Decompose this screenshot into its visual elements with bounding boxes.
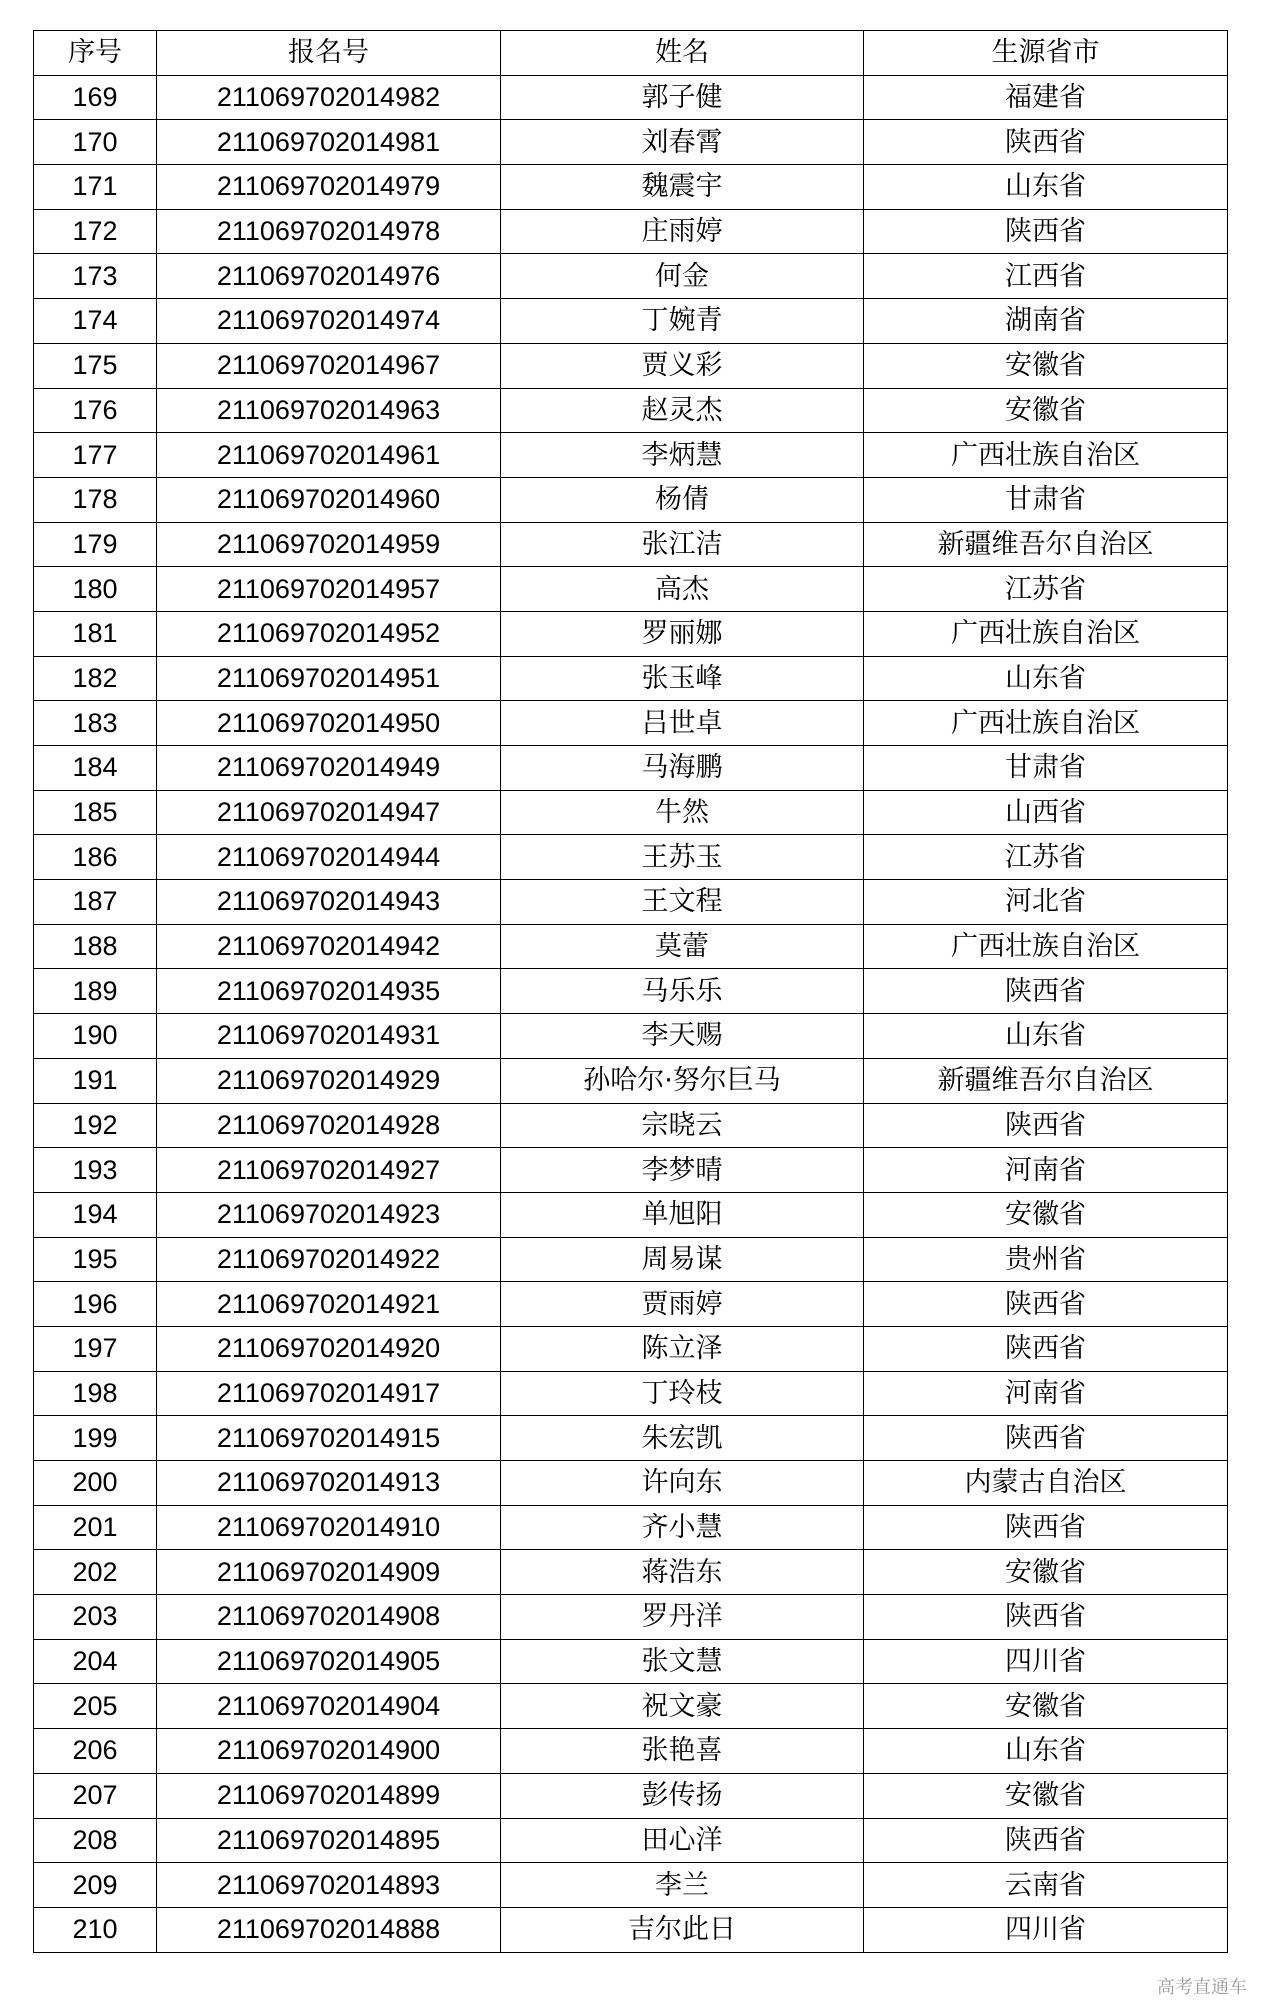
table-row xyxy=(34,835,1228,880)
student-name: 祝文豪 xyxy=(501,1684,864,1729)
student-name: 陈立泽 xyxy=(501,1326,864,1371)
header-name: 姓名 xyxy=(501,31,864,76)
registration-number: 211069702014963 xyxy=(157,388,501,433)
table-row xyxy=(34,656,1228,701)
table-row xyxy=(34,1326,1228,1371)
registration-number: 211069702014978 xyxy=(157,209,501,254)
student-name: 罗丽娜 xyxy=(501,611,864,656)
student-name: 李兰 xyxy=(501,1863,864,1908)
student-name: 吉尔此日 xyxy=(501,1907,864,1952)
origin-province: 河南省 xyxy=(864,1148,1228,1193)
origin-province: 河南省 xyxy=(864,1371,1228,1416)
table-row xyxy=(34,1192,1228,1237)
table-row xyxy=(34,1863,1228,1908)
row-index: 178 xyxy=(34,477,157,522)
registration-number: 211069702014952 xyxy=(157,611,501,656)
row-index: 181 xyxy=(34,611,157,656)
origin-province: 甘肃省 xyxy=(864,477,1228,522)
row-index: 192 xyxy=(34,1103,157,1148)
table-row xyxy=(34,701,1228,746)
origin-province: 河北省 xyxy=(864,880,1228,925)
student-name: 罗丹洋 xyxy=(501,1595,864,1640)
student-name: 齐小慧 xyxy=(501,1505,864,1550)
row-index: 195 xyxy=(34,1237,157,1282)
registration-number: 211069702014893 xyxy=(157,1863,501,1908)
row-index: 202 xyxy=(34,1550,157,1595)
registration-number: 211069702014905 xyxy=(157,1639,501,1684)
student-name: 莫蕾 xyxy=(501,924,864,969)
origin-province: 广西壮族自治区 xyxy=(864,611,1228,656)
student-name: 蒋浩东 xyxy=(501,1550,864,1595)
origin-province: 山东省 xyxy=(864,656,1228,701)
student-name: 吕世卓 xyxy=(501,701,864,746)
origin-province: 陕西省 xyxy=(864,120,1228,165)
row-index: 201 xyxy=(34,1505,157,1550)
registration-number: 211069702014921 xyxy=(157,1282,501,1327)
table-row xyxy=(34,1505,1228,1550)
row-index: 194 xyxy=(34,1192,157,1237)
table-row xyxy=(34,611,1228,656)
origin-province: 陕西省 xyxy=(864,209,1228,254)
row-index: 210 xyxy=(34,1907,157,1952)
registration-number: 211069702014960 xyxy=(157,477,501,522)
registration-number: 211069702014917 xyxy=(157,1371,501,1416)
student-name: 何金 xyxy=(501,254,864,299)
table-header xyxy=(34,31,1228,76)
table-row xyxy=(34,746,1228,791)
student-name: 郭子健 xyxy=(501,75,864,120)
origin-province: 广西壮族自治区 xyxy=(864,433,1228,478)
table-row xyxy=(34,1550,1228,1595)
table-row xyxy=(34,1371,1228,1416)
table-row xyxy=(34,1684,1228,1729)
roster-table xyxy=(33,30,1228,1953)
origin-province: 陕西省 xyxy=(864,1282,1228,1327)
student-name: 赵灵杰 xyxy=(501,388,864,433)
row-index: 176 xyxy=(34,388,157,433)
registration-number: 211069702014909 xyxy=(157,1550,501,1595)
student-name: 魏震宇 xyxy=(501,165,864,210)
registration-number: 211069702014959 xyxy=(157,522,501,567)
origin-province: 内蒙古自治区 xyxy=(864,1461,1228,1506)
origin-province: 新疆维吾尔自治区 xyxy=(864,522,1228,567)
row-index: 204 xyxy=(34,1639,157,1684)
row-index: 189 xyxy=(34,969,157,1014)
registration-number: 211069702014908 xyxy=(157,1595,501,1640)
row-index: 183 xyxy=(34,701,157,746)
origin-province: 贵州省 xyxy=(864,1237,1228,1282)
table-body xyxy=(34,75,1228,1952)
row-index: 179 xyxy=(34,522,157,567)
table-row xyxy=(34,1729,1228,1774)
origin-province: 陕西省 xyxy=(864,1505,1228,1550)
registration-number: 211069702014951 xyxy=(157,656,501,701)
table-row xyxy=(34,254,1228,299)
row-index: 187 xyxy=(34,880,157,925)
origin-province: 江西省 xyxy=(864,254,1228,299)
table-row xyxy=(34,522,1228,567)
table-row xyxy=(34,1416,1228,1461)
row-index: 208 xyxy=(34,1818,157,1863)
student-name: 高杰 xyxy=(501,567,864,612)
row-index: 186 xyxy=(34,835,157,880)
registration-number: 211069702014982 xyxy=(157,75,501,120)
student-name: 张艳喜 xyxy=(501,1729,864,1774)
row-index: 197 xyxy=(34,1326,157,1371)
student-name: 孙哈尔·努尔巨马 xyxy=(501,1058,864,1103)
student-name: 张文慧 xyxy=(501,1639,864,1684)
registration-number: 211069702014944 xyxy=(157,835,501,880)
origin-province: 山东省 xyxy=(864,165,1228,210)
registration-number: 211069702014929 xyxy=(157,1058,501,1103)
origin-province: 山西省 xyxy=(864,790,1228,835)
registration-number: 211069702014949 xyxy=(157,746,501,791)
origin-province: 陕西省 xyxy=(864,1103,1228,1148)
table-row xyxy=(34,1461,1228,1506)
row-index: 206 xyxy=(34,1729,157,1774)
row-index: 200 xyxy=(34,1461,157,1506)
row-index: 174 xyxy=(34,299,157,344)
row-index: 172 xyxy=(34,209,157,254)
student-name: 许向东 xyxy=(501,1461,864,1506)
registration-number: 211069702014974 xyxy=(157,299,501,344)
registration-number: 211069702014923 xyxy=(157,1192,501,1237)
row-index: 169 xyxy=(34,75,157,120)
student-name: 牛然 xyxy=(501,790,864,835)
row-index: 171 xyxy=(34,165,157,210)
table-row xyxy=(34,1595,1228,1640)
row-index: 177 xyxy=(34,433,157,478)
origin-province: 陕西省 xyxy=(864,969,1228,1014)
student-name: 李天赐 xyxy=(501,1014,864,1059)
row-index: 182 xyxy=(34,656,157,701)
table-row xyxy=(34,1237,1228,1282)
registration-number: 211069702014888 xyxy=(157,1907,501,1952)
origin-province: 山东省 xyxy=(864,1729,1228,1774)
student-name: 朱宏凯 xyxy=(501,1416,864,1461)
origin-province: 云南省 xyxy=(864,1863,1228,1908)
origin-province: 安徽省 xyxy=(864,388,1228,433)
row-index: 196 xyxy=(34,1282,157,1327)
row-index: 190 xyxy=(34,1014,157,1059)
registration-number: 211069702014943 xyxy=(157,880,501,925)
table-row xyxy=(34,1639,1228,1684)
registration-number: 211069702014981 xyxy=(157,120,501,165)
watermark: 高考直通车 xyxy=(1157,1977,1247,1998)
row-index: 198 xyxy=(34,1371,157,1416)
student-name: 张玉峰 xyxy=(501,656,864,701)
student-name: 单旭阳 xyxy=(501,1192,864,1237)
row-index: 191 xyxy=(34,1058,157,1103)
origin-province: 陕西省 xyxy=(864,1326,1228,1371)
student-name: 刘春霄 xyxy=(501,120,864,165)
student-name: 杨倩 xyxy=(501,477,864,522)
origin-province: 四川省 xyxy=(864,1907,1228,1952)
row-index: 209 xyxy=(34,1863,157,1908)
origin-province: 甘肃省 xyxy=(864,746,1228,791)
student-name: 周易谋 xyxy=(501,1237,864,1282)
row-index: 205 xyxy=(34,1684,157,1729)
origin-province: 安徽省 xyxy=(864,1773,1228,1818)
origin-province: 安徽省 xyxy=(864,1192,1228,1237)
table-row xyxy=(34,880,1228,925)
origin-province: 湖南省 xyxy=(864,299,1228,344)
row-index: 180 xyxy=(34,567,157,612)
row-index: 185 xyxy=(34,790,157,835)
table-row xyxy=(34,1148,1228,1193)
registration-number: 211069702014928 xyxy=(157,1103,501,1148)
origin-province: 江苏省 xyxy=(864,835,1228,880)
origin-province: 新疆维吾尔自治区 xyxy=(864,1058,1228,1103)
origin-province: 福建省 xyxy=(864,75,1228,120)
origin-province: 广西壮族自治区 xyxy=(864,701,1228,746)
registration-number: 211069702014957 xyxy=(157,567,501,612)
row-index: 188 xyxy=(34,924,157,969)
table-row xyxy=(34,343,1228,388)
table-row xyxy=(34,924,1228,969)
student-name: 丁玲枝 xyxy=(501,1371,864,1416)
registration-number: 211069702014931 xyxy=(157,1014,501,1059)
origin-province: 陕西省 xyxy=(864,1818,1228,1863)
student-name: 彭传扬 xyxy=(501,1773,864,1818)
table-row xyxy=(34,1058,1228,1103)
student-name: 贾雨婷 xyxy=(501,1282,864,1327)
row-index: 207 xyxy=(34,1773,157,1818)
header-origin-province: 生源省市 xyxy=(864,31,1228,76)
student-name: 田心洋 xyxy=(501,1818,864,1863)
table-row xyxy=(34,75,1228,120)
student-name: 马乐乐 xyxy=(501,969,864,1014)
table-row xyxy=(34,165,1228,210)
origin-province: 江苏省 xyxy=(864,567,1228,612)
registration-number: 211069702014900 xyxy=(157,1729,501,1774)
student-name: 李炳慧 xyxy=(501,433,864,478)
registration-number: 211069702014922 xyxy=(157,1237,501,1282)
registration-number: 211069702014950 xyxy=(157,701,501,746)
registration-number: 211069702014942 xyxy=(157,924,501,969)
registration-number: 211069702014915 xyxy=(157,1416,501,1461)
registration-number: 211069702014927 xyxy=(157,1148,501,1193)
student-name: 贾义彩 xyxy=(501,343,864,388)
student-name: 张江洁 xyxy=(501,522,864,567)
registration-number: 211069702014895 xyxy=(157,1818,501,1863)
student-name: 王苏玉 xyxy=(501,835,864,880)
origin-province: 山东省 xyxy=(864,1014,1228,1059)
table-row xyxy=(34,1907,1228,1952)
table-row xyxy=(34,120,1228,165)
header-row xyxy=(34,31,1228,76)
row-index: 199 xyxy=(34,1416,157,1461)
student-name: 丁婉青 xyxy=(501,299,864,344)
row-index: 193 xyxy=(34,1148,157,1193)
origin-province: 陕西省 xyxy=(864,1595,1228,1640)
registration-number: 211069702014904 xyxy=(157,1684,501,1729)
table-row xyxy=(34,433,1228,478)
student-name: 王文程 xyxy=(501,880,864,925)
student-name: 李梦晴 xyxy=(501,1148,864,1193)
table-row xyxy=(34,477,1228,522)
registration-number: 211069702014947 xyxy=(157,790,501,835)
table-row xyxy=(34,1282,1228,1327)
table-row xyxy=(34,1773,1228,1818)
student-name: 庄雨婷 xyxy=(501,209,864,254)
origin-province: 安徽省 xyxy=(864,343,1228,388)
registration-number: 211069702014961 xyxy=(157,433,501,478)
table-row xyxy=(34,790,1228,835)
table-row xyxy=(34,299,1228,344)
header-index: 序号 xyxy=(34,31,157,76)
row-index: 184 xyxy=(34,746,157,791)
table-row xyxy=(34,1014,1228,1059)
registration-number: 211069702014910 xyxy=(157,1505,501,1550)
registration-number: 211069702014899 xyxy=(157,1773,501,1818)
origin-province: 安徽省 xyxy=(864,1550,1228,1595)
origin-province: 安徽省 xyxy=(864,1684,1228,1729)
table-row xyxy=(34,567,1228,612)
registration-number: 211069702014935 xyxy=(157,969,501,1014)
table-row xyxy=(34,1818,1228,1863)
row-index: 173 xyxy=(34,254,157,299)
origin-province: 广西壮族自治区 xyxy=(864,924,1228,969)
table-row xyxy=(34,388,1228,433)
registration-number: 211069702014979 xyxy=(157,165,501,210)
registration-number: 211069702014976 xyxy=(157,254,501,299)
student-name: 马海鹏 xyxy=(501,746,864,791)
registration-number: 211069702014967 xyxy=(157,343,501,388)
row-index: 203 xyxy=(34,1595,157,1640)
row-index: 175 xyxy=(34,343,157,388)
origin-province: 陕西省 xyxy=(864,1416,1228,1461)
header-registration-number: 报名号 xyxy=(157,31,501,76)
origin-province: 四川省 xyxy=(864,1639,1228,1684)
registration-number: 211069702014913 xyxy=(157,1461,501,1506)
row-index: 170 xyxy=(34,120,157,165)
table-row xyxy=(34,1103,1228,1148)
registration-number: 211069702014920 xyxy=(157,1326,501,1371)
table-row xyxy=(34,969,1228,1014)
table-row xyxy=(34,209,1228,254)
student-name: 宗晓云 xyxy=(501,1103,864,1148)
